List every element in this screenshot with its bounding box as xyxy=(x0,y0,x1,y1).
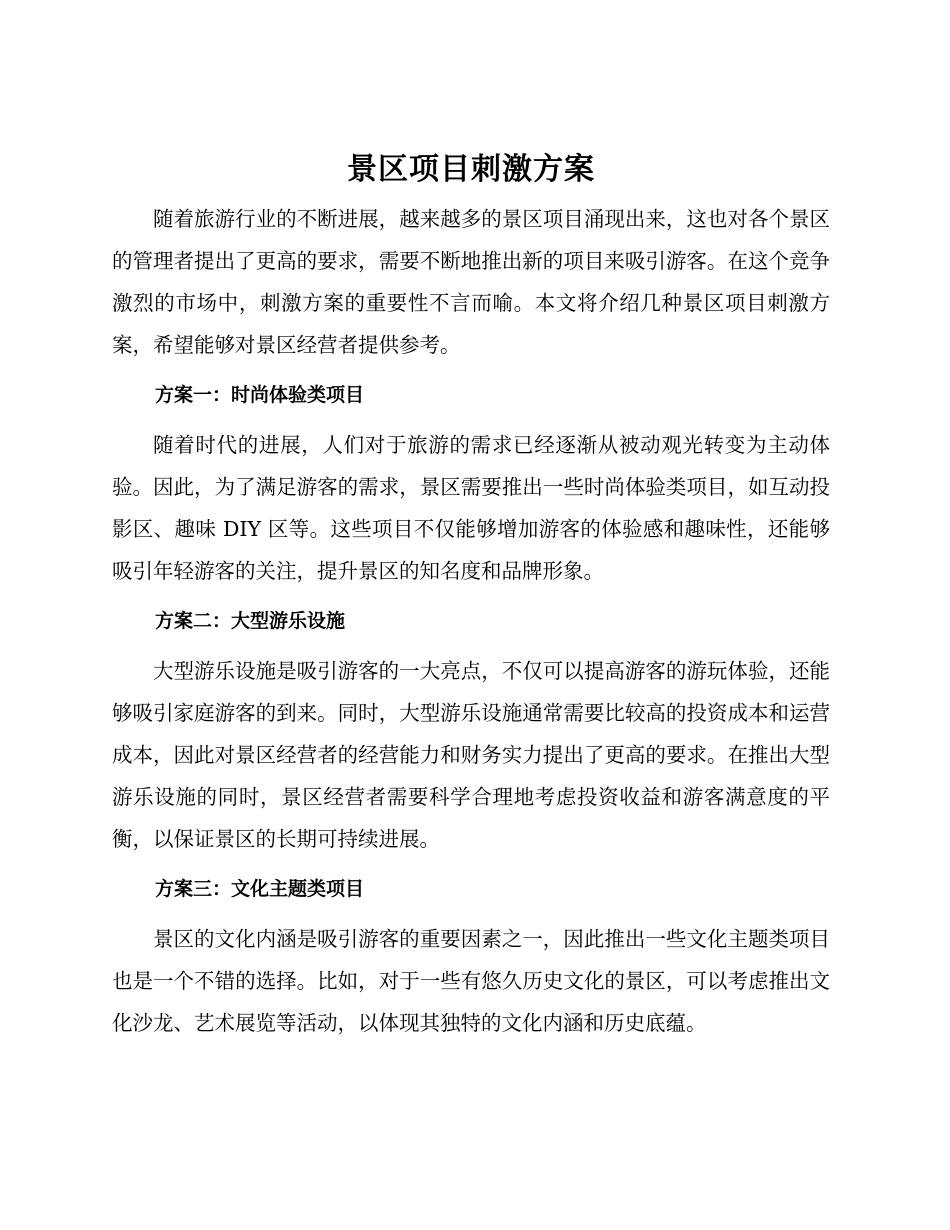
section-body-1: 随着时代的进展，人们对于旅游的需求已经逐渐从被动观光转变为主动体验。因此，为了满足游客的需求，景区需要推出一些时尚体验类项目，如互动投影区、趣味 DIY 区等。这些项目不仅能够增加游客的体验感和趣味性，还能够吸引年轻游客的关注，提升景区的知名度和品牌形象。 xyxy=(112,433,830,583)
section-heading-2: 方案二：大型游乐设施 xyxy=(155,610,346,632)
section-body-3: 景区的文化内涵是吸引游客的重要因素之一，因此推出一些文化主题类项目也是一个不错的选择。比如，对于一些有悠久历史文化的景区，可以考虑推出文化沙龙、艺术展览等活动，以体现其独特的文化内涵和历史底蕴。 xyxy=(112,927,830,1035)
intro-paragraph: 随着旅游行业的不断进展，越来越多的景区项目涌现出来，这也对各个景区的管理者提出了更高的要求，需要不断地推出新的项目来吸引游客。在这个竞争激烈的市场中，刺激方案的重要性不言而喻。本文将介绍几种景区项目刺激方案，希望能够对景区经营者提供参考。 xyxy=(112,207,830,357)
section-heading-1: 方案一：时尚体验类项目 xyxy=(155,384,365,406)
document-title: 景区项目刺激方案 xyxy=(347,152,595,187)
document-page xyxy=(112,148,830,1044)
section-body-2: 大型游乐设施是吸引游客的一大亮点，不仅可以提高游客的游玩体验，还能够吸引家庭游客的到来。同时，大型游乐设施通常需要比较高的投资成本和运营成本，因此对景区经营者的经营能力和财务实力提出了更高的要求。在推出大型游乐设施的同时，景区经营者需要科学合理地考虑投资收益和游客满意度的平衡，以保证景区的长期可持续进展。 xyxy=(112,659,830,851)
section-heading-3: 方案三：文化主题类项目 xyxy=(155,878,365,900)
